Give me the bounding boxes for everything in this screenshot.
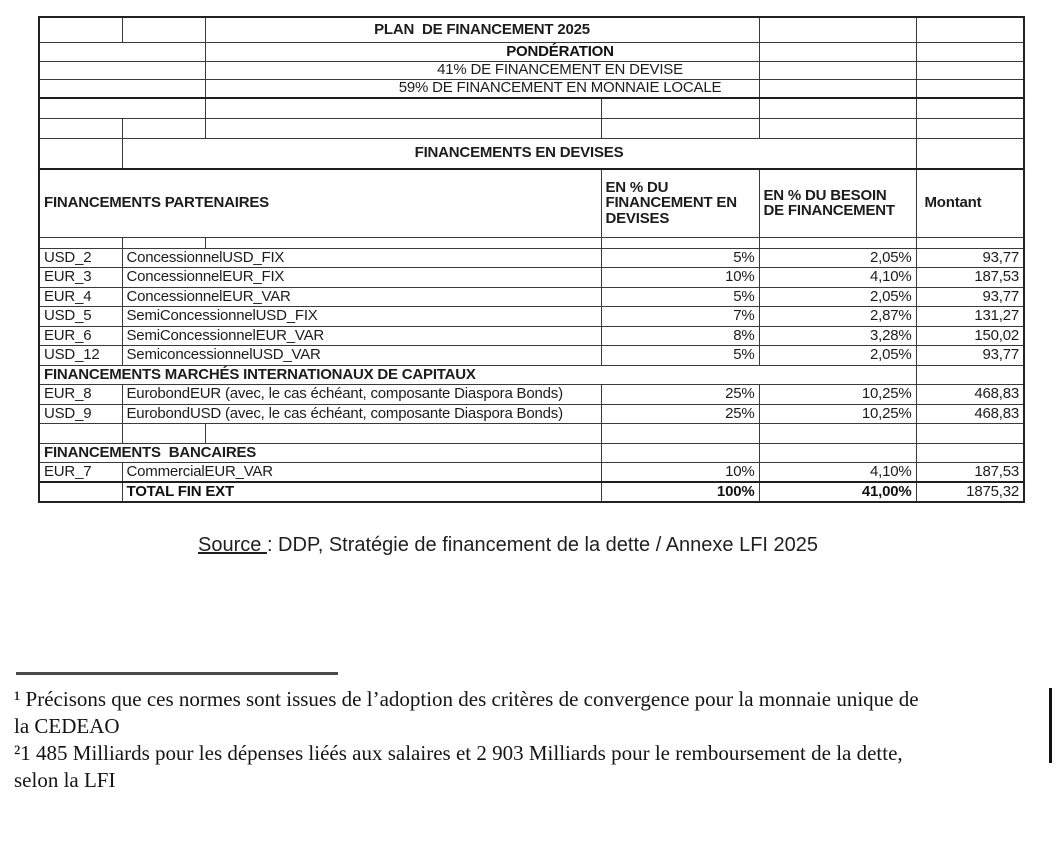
empty-cell [916, 365, 1024, 385]
empty-cell [39, 424, 122, 444]
empty-cell [39, 237, 122, 248]
table-row [39, 385, 1024, 405]
column-header-row [39, 169, 1024, 237]
ponderation-cell [205, 42, 759, 61]
empty-cell [122, 424, 205, 444]
table-row [39, 463, 1024, 483]
row-montant-cell: 187,53 [916, 268, 1024, 288]
row-pct-besoin-cell: 2,05% [759, 346, 916, 366]
section-label-cell: FINANCEMENTS MARCHÉS INTERNATIONAUX DE CAPITAUX [39, 365, 916, 385]
row-code-cell: EUR_7 [39, 463, 122, 483]
blank-row [39, 237, 1024, 248]
row-label-cell: ConcessionnelEUR_VAR [122, 287, 601, 307]
section-row [39, 365, 1024, 385]
ponderation-label: PONDÉRATION [506, 42, 614, 60]
page-edge-line [1049, 688, 1052, 763]
empty-cell [759, 237, 916, 248]
empty-cell [122, 17, 205, 42]
table-title: PLAN DE FINANCEMENT 2025 [205, 17, 759, 42]
row-pct-besoin-cell: 4,10% [759, 268, 916, 288]
financing-plan-table [38, 16, 1025, 503]
title-row [39, 17, 1024, 42]
empty-cell [122, 118, 205, 138]
empty-cell [759, 118, 916, 138]
weight-devise-row [39, 61, 1024, 79]
empty-cell [759, 424, 916, 444]
empty-cell [601, 443, 759, 463]
empty-cell [916, 118, 1024, 138]
table-row [39, 248, 1024, 268]
table-row [39, 268, 1024, 288]
row-montant-cell: 187,53 [916, 463, 1024, 483]
table-row [39, 287, 1024, 307]
row-code-cell: EUR_6 [39, 326, 122, 346]
total-pct-besoin-cell: 41,00% [759, 482, 916, 502]
total-pct-devises-cell: 100% [601, 482, 759, 502]
footnote-line: ²1 485 Milliards pour les dépenses liéés aux salaires et 2 903 Milliards pour le remboursement de la dette, [14, 741, 903, 765]
row-pct-besoin-cell: 3,28% [759, 326, 916, 346]
weight-devise-cell [205, 61, 759, 79]
row-pct-devises-cell: 5% [601, 346, 759, 366]
ponderation-row [39, 42, 1024, 61]
empty-cell [916, 443, 1024, 463]
empty-cell [601, 237, 759, 248]
footnote-line: ¹ Précisons que ces normes sont issues de l’adoption des critères de convergence pour la monnaie unique de [14, 687, 919, 711]
footnotes-block [14, 686, 1054, 794]
total-montant-cell: 1875,32 [916, 482, 1024, 502]
empty-cell [759, 42, 916, 61]
row-pct-devises-cell: 25% [601, 385, 759, 405]
empty-cell [205, 424, 601, 444]
row-pct-devises-cell: 7% [601, 307, 759, 327]
empty-cell [759, 61, 916, 79]
empty-cell [39, 42, 205, 61]
weight-locale-label: 59% DE FINANCEMENT EN MONNAIE LOCALE [398, 79, 722, 97]
empty-cell [601, 424, 759, 444]
row-pct-devises-cell: 25% [601, 404, 759, 424]
row-pct-devises-cell: 5% [601, 248, 759, 268]
empty-cell [916, 424, 1024, 444]
row-pct-besoin-cell: 10,25% [759, 385, 916, 405]
row-montant-cell: 150,02 [916, 326, 1024, 346]
section-row [39, 443, 1024, 463]
footnote-line: la CEDEAO [14, 714, 120, 738]
empty-cell [759, 17, 916, 42]
row-pct-devises-cell: 10% [601, 268, 759, 288]
empty-cell [601, 118, 759, 138]
footnote-separator [16, 672, 338, 675]
row-pct-devises-cell: 5% [601, 287, 759, 307]
row-label-cell: SemiConcessionnelEUR_VAR [122, 326, 601, 346]
row-code-cell: USD_12 [39, 346, 122, 366]
empty-cell [39, 138, 122, 169]
row-label-cell: EurobondUSD (avec, le cas échéant, composante Diaspora Bonds) [122, 404, 601, 424]
table-row [39, 307, 1024, 327]
source-text: : DDP, Stratégie de financement de la dette / Annexe LFI 2025 [266, 534, 819, 556]
col-header-montant: Montant [916, 169, 1024, 237]
empty-cell [601, 98, 759, 118]
row-code-cell: EUR_8 [39, 385, 122, 405]
empty-cell [759, 98, 916, 118]
empty-cell [39, 118, 122, 138]
row-code-cell: USD_9 [39, 404, 122, 424]
table-row [39, 326, 1024, 346]
weight-locale-cell [205, 79, 759, 98]
blank-row [39, 424, 1024, 444]
col-header-partners: FINANCEMENTS PARTENAIRES [39, 169, 601, 237]
row-montant-cell: 131,27 [916, 307, 1024, 327]
weight-locale-row [39, 79, 1024, 98]
empty-cell [916, 138, 1024, 169]
weight-devise-label: 41% DE FINANCEMENT EN DEVISE [437, 61, 683, 79]
row-code-cell: EUR_4 [39, 287, 122, 307]
row-pct-devises-cell: 8% [601, 326, 759, 346]
table-row [39, 404, 1024, 424]
row-label-cell: CommercialEUR_VAR [122, 463, 601, 483]
section-devises-row [39, 138, 1024, 169]
empty-cell [39, 61, 205, 79]
empty-cell [759, 443, 916, 463]
blank-row [39, 118, 1024, 138]
row-montant-cell: 468,83 [916, 404, 1024, 424]
section-devises-title: FINANCEMENTS EN DEVISES [122, 138, 916, 169]
row-montant-cell: 93,77 [916, 248, 1024, 268]
col-header-pct-devises: EN % DU FINANCEMENT EN DEVISES [601, 169, 759, 237]
empty-cell [916, 237, 1024, 248]
row-pct-besoin-cell: 4,10% [759, 463, 916, 483]
empty-cell [916, 42, 1024, 61]
empty-cell [122, 237, 205, 248]
footnote-line: selon la LFI [14, 768, 116, 792]
empty-cell [39, 79, 205, 98]
row-montant-cell: 468,83 [916, 385, 1024, 405]
table-row [39, 346, 1024, 366]
empty-cell [759, 79, 916, 98]
row-label-cell: ConcessionnelEUR_FIX [122, 268, 601, 288]
row-code-cell: USD_5 [39, 307, 122, 327]
row-montant-cell: 93,77 [916, 346, 1024, 366]
table-body [39, 248, 1024, 502]
total-row [39, 482, 1024, 502]
row-label-cell: SemiConcessionnelUSD_FIX [122, 307, 601, 327]
row-pct-besoin-cell: 2,87% [759, 307, 916, 327]
source-caption [198, 534, 818, 557]
row-pct-besoin-cell: 10,25% [759, 404, 916, 424]
source-label: Source [198, 534, 267, 556]
row-code-cell: EUR_3 [39, 268, 122, 288]
row-montant-cell: 93,77 [916, 287, 1024, 307]
empty-cell [39, 98, 205, 118]
empty-cell [39, 17, 122, 42]
row-label-cell: ConcessionnelUSD_FIX [122, 248, 601, 268]
empty-cell [205, 98, 601, 118]
empty-cell [916, 17, 1024, 42]
total-label-cell: TOTAL FIN EXT [122, 482, 601, 502]
empty-cell [39, 482, 122, 502]
empty-cell [916, 98, 1024, 118]
section-label-cell: FINANCEMENTS BANCAIRES [39, 443, 601, 463]
empty-cell [205, 118, 601, 138]
row-label-cell: EurobondEUR (avec, le cas échéant, composante Diaspora Bonds) [122, 385, 601, 405]
row-label-cell: SemiconcessionnelUSD_VAR [122, 346, 601, 366]
col-header-pct-besoin: EN % DU BESOIN DE FINANCEMENT [759, 169, 916, 237]
blank-row [39, 98, 1024, 118]
empty-cell [916, 79, 1024, 98]
row-pct-besoin-cell: 2,05% [759, 287, 916, 307]
empty-cell [205, 237, 601, 248]
row-pct-devises-cell: 10% [601, 463, 759, 483]
row-code-cell: USD_2 [39, 248, 122, 268]
empty-cell [916, 61, 1024, 79]
row-pct-besoin-cell: 2,05% [759, 248, 916, 268]
